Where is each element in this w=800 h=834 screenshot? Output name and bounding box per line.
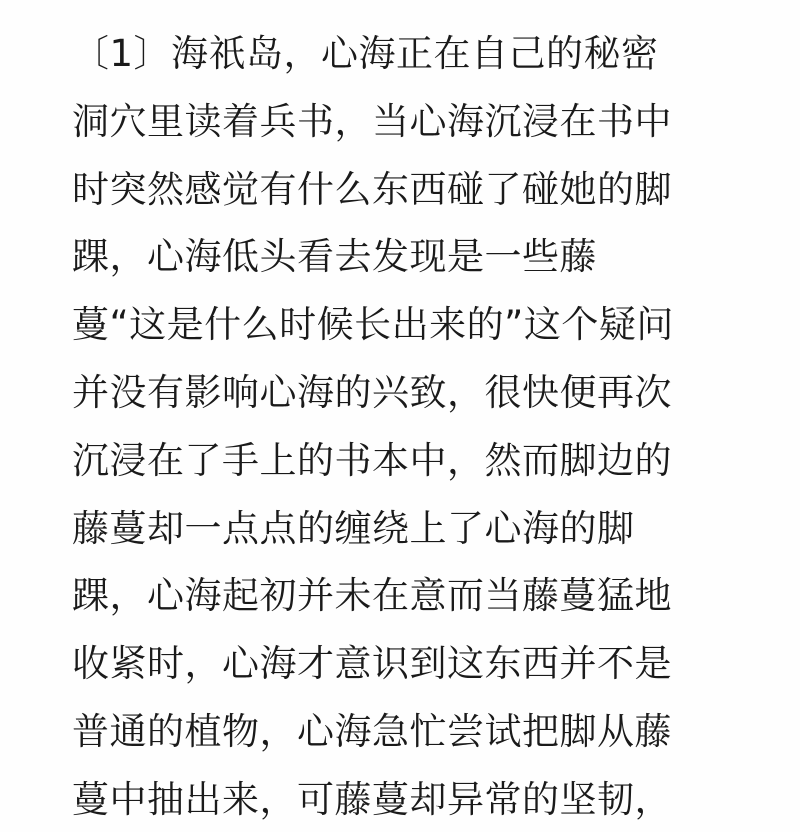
text-line: 藤蔓却一点点的缠绕上了心海的脚 bbox=[72, 506, 635, 550]
text-line: 蔓“这是什么时候长出来的”这个疑问 bbox=[72, 303, 674, 347]
text-line: 踝，心海低头看去发现是一些藤 bbox=[72, 235, 597, 279]
text-line: 〔1〕海祇岛，心海正在自己的秘密 bbox=[72, 32, 659, 75]
text-line: 时突然感觉有什么东西碰了碰她的脚 bbox=[72, 167, 672, 211]
text-line: 踝，心海起初并未在意而当藤蔓猛地 bbox=[72, 574, 672, 618]
text-line: 普通的植物，心海急忙尝试把脚从藤 bbox=[72, 709, 672, 753]
text-line: 沉浸在了手上的书本中，然而脚边的 bbox=[72, 438, 672, 482]
text-line: 收紧时，心海才意识到这东西并不是 bbox=[72, 642, 672, 686]
text-line: 洞穴里读着兵书，当心海沉浸在书中 bbox=[72, 99, 672, 143]
text-line: 并没有影响心海的兴致，很快便再次 bbox=[72, 370, 672, 414]
text-line: 蔓中抽出来，可藤蔓却异常的坚韧， bbox=[72, 777, 672, 821]
story-text-block bbox=[72, 20, 792, 834]
